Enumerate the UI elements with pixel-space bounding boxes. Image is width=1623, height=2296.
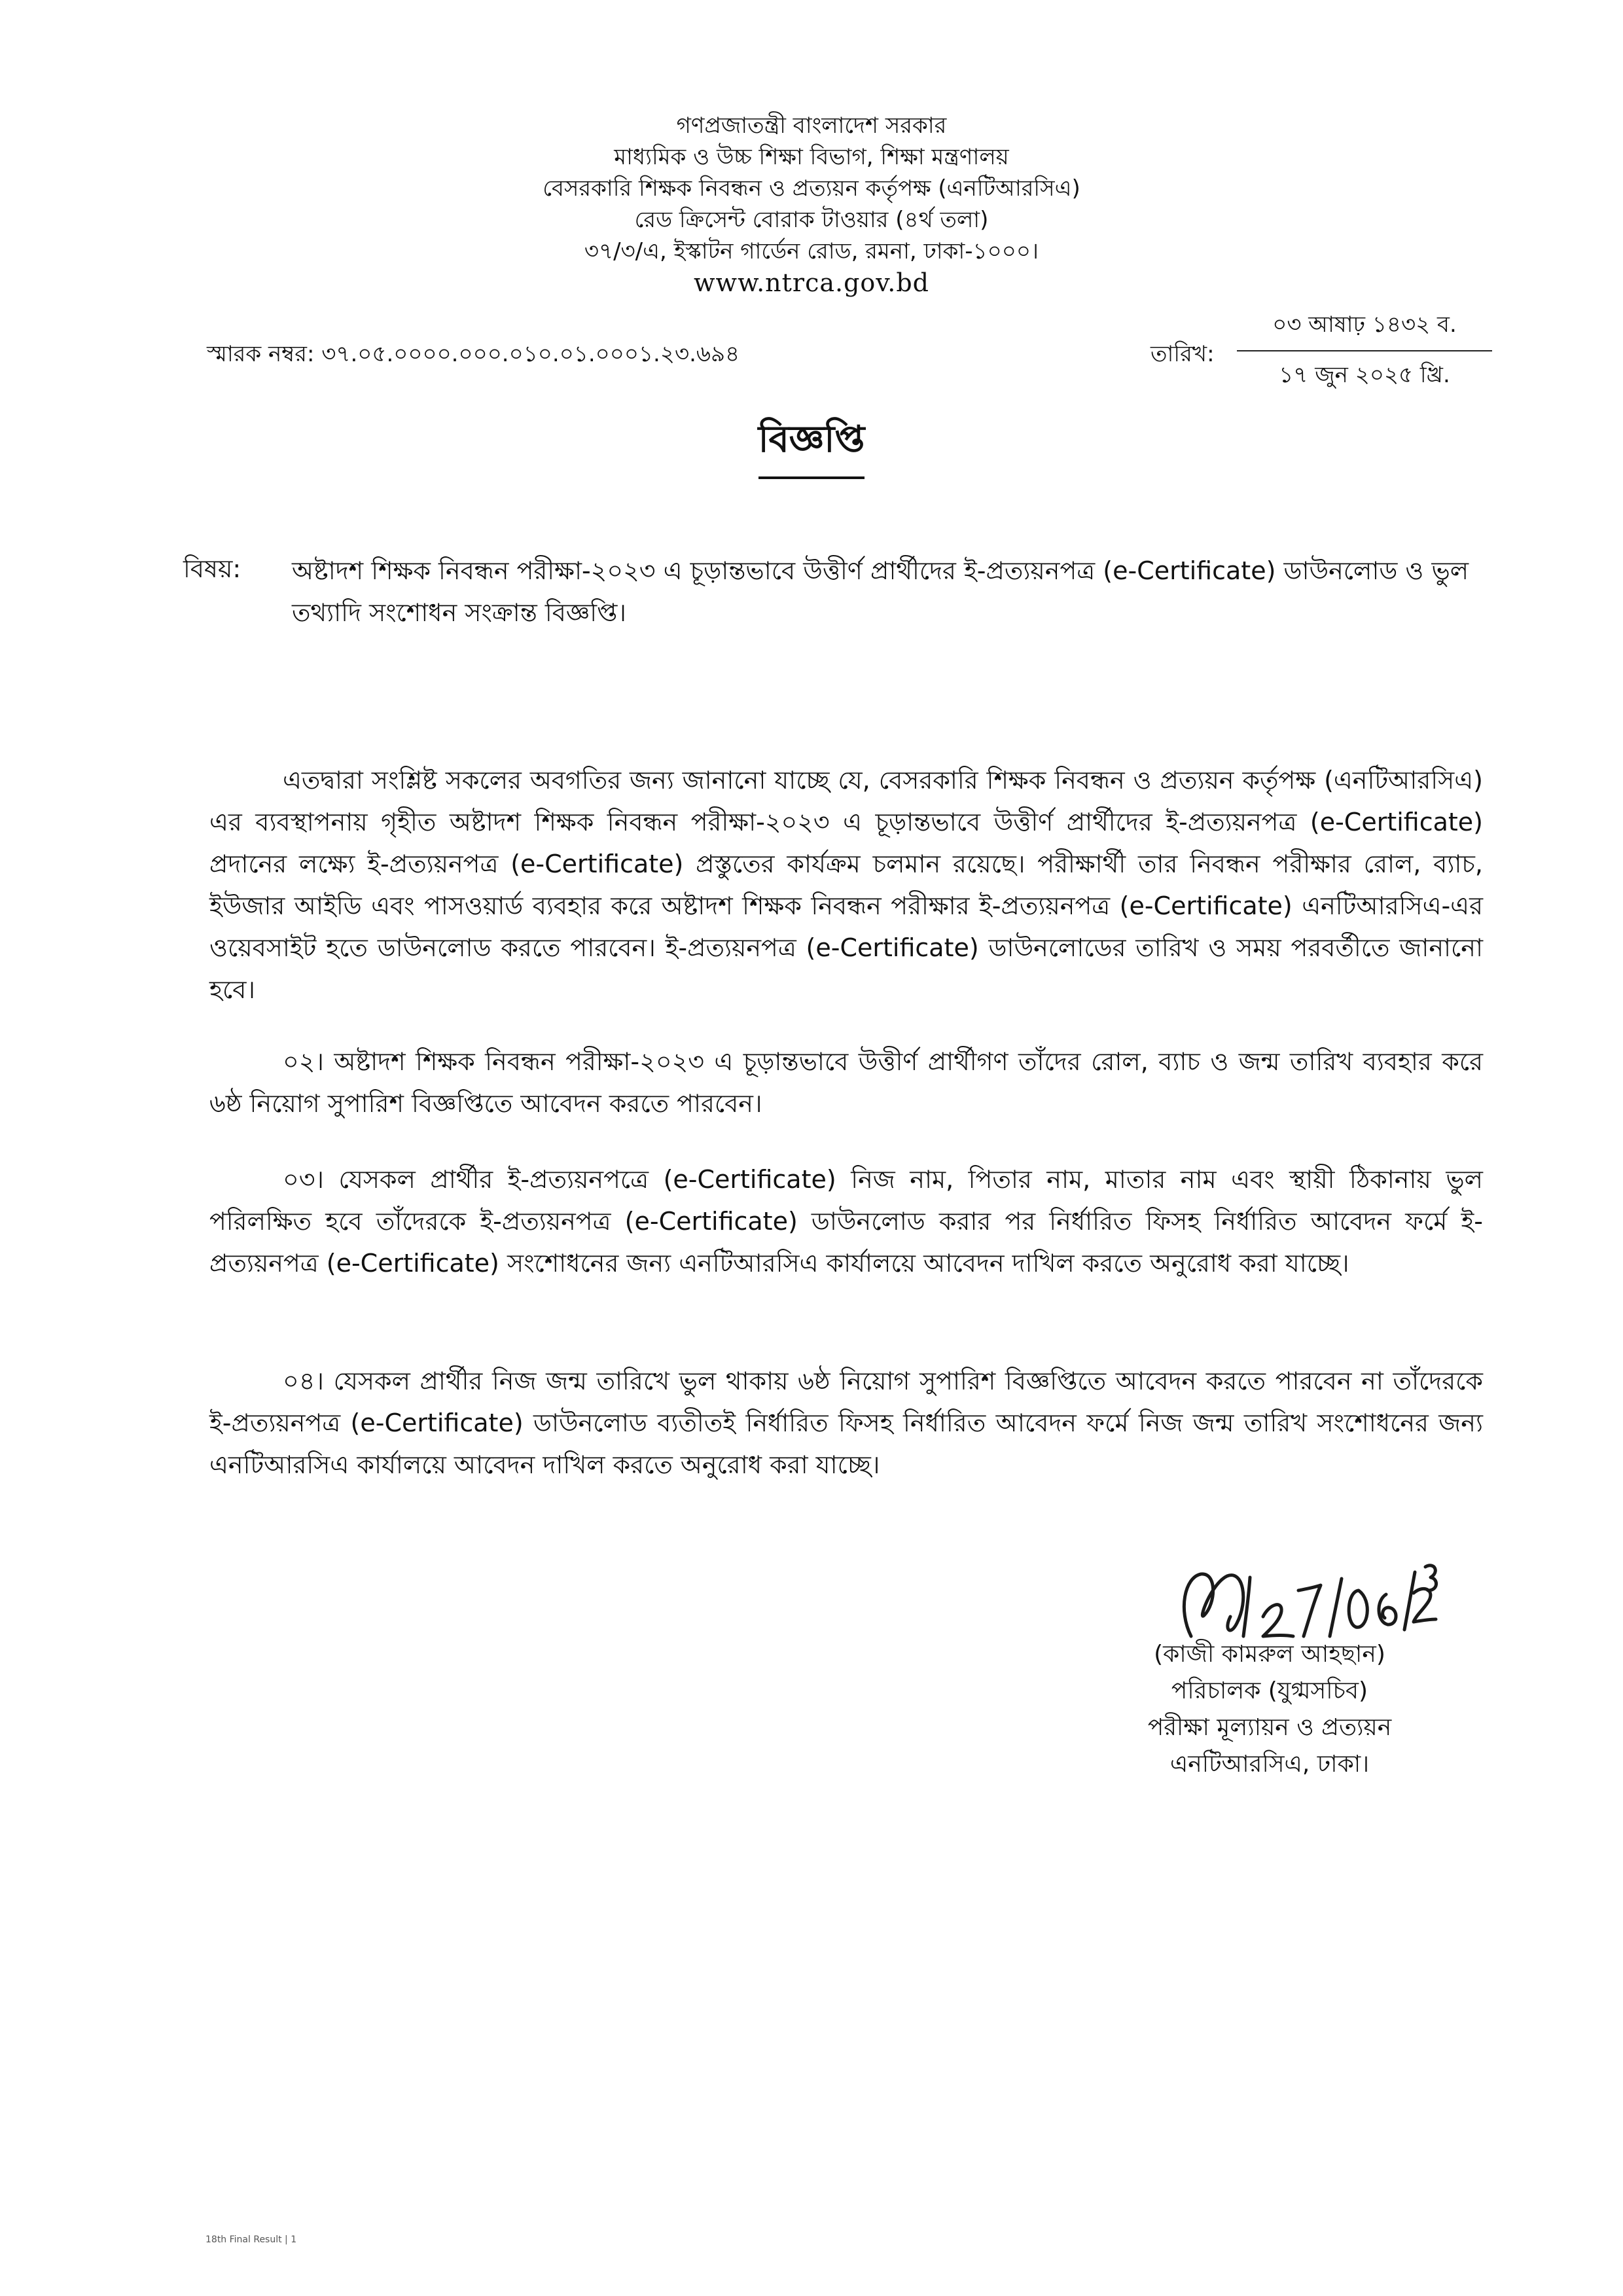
letterhead — [0, 110, 1623, 298]
date-gregorian: ১৭ জুন ২০২৫ খ্রি. — [1279, 362, 1450, 388]
subject-label: বিষয়: — [183, 554, 241, 583]
date-label: তারিখ: — [1150, 341, 1215, 367]
signatory-name: (কাজী কামরুল আহছান) — [1154, 1641, 1385, 1668]
page-footer: 18th Final Result | 1 — [205, 2234, 297, 2245]
signatory-block — [1021, 1636, 1518, 1783]
notice-title-wrapper — [0, 411, 1623, 479]
memo-number: স্মারক নম্বর: ৩৭.০৫.০০০০.০০০.০১০.০১.০০০১.২৩.৬৯৪ — [207, 341, 740, 367]
ministry-division: মাধ্যমিক ও উচ্চ শিক্ষা বিভাগ, শিক্ষা মন্ত্রণালয় — [614, 144, 1009, 170]
body-paragraph-2: ০২। অষ্টাদশ শিক্ষক নিবন্ধন পরীক্ষা-২০২৩ এ চূড়ান্তভাবে উত্তীর্ণ প্রার্থীগণ তাঁদের রোল, ব্যাচ ও জন্ম তারিখ ব্যবহার করে ৬ষ্ঠ নিয়োগ সুপারিশ বিজ্ঞপ্তিতে আবেদন করতে পারবেন। — [209, 1047, 1483, 1118]
notice-title: বিজ্ঞপ্তি — [758, 411, 865, 479]
website-url: www.ntrca.gov.bd — [694, 268, 929, 297]
subject-text: অষ্টাদশ শিক্ষক নিবন্ধন পরীক্ষা-২০২৩ এ চূড়ান্তভাবে উত্তীর্ণ প্রার্থীদের ই-প্রত্যয়নপত্র (e-Certificate) ডাউনলোড ও ভুল তথ্যাদি সংশোধন সংক্রান্ত বিজ্ঞপ্তি। — [292, 556, 1469, 627]
street-address: ৩৭/৩/এ, ইস্কাটন গার্ডেন রোড, রমনা, ঢাকা-১০০০। — [584, 238, 1039, 264]
date-block — [1237, 308, 1492, 395]
body-paragraph-4: ০৪। যেসকল প্রার্থীর নিজ জন্ম তারিখে ভুল থাকায় ৬ষ্ঠ নিয়োগ সুপারিশ বিজ্ঞপ্তিতে আবেদন করতে পারবেন না তাঁদেরকে ই-প্রত্যয়নপত্র (e-Certificate) ডাউনলোড ব্যতীতই নির্ধারিত ফিসহ নির্ধারিত আবেদন ফর্মে নিজ জন্ম তারিখ সংশোধনের জন্য এনটিআরসিএ কার্যালয়ে আবেদন দাখিল করতে অনুরোধ করা যাচ্ছে। — [209, 1367, 1483, 1479]
government-name: গণপ্রজাতন্ত্রী বাংলাদেশ সরকার — [676, 113, 947, 139]
date-bangla: ০৩ আষাঢ় ১৪৩২ ব. — [1237, 308, 1492, 351]
body-paragraph-3: ০৩। যেসকল প্রার্থীর ই-প্রত্যয়নপত্রে (e-Certificate) নিজ নাম, পিতার নাম, মাতার নাম এবং স্থায়ী ঠিকানায় ভুল পরিলক্ষিত হবে তাঁদেরকে ই-প্রত্যয়নপত্র (e-Certificate) ডাউনলোড করার পর নির্ধারিত ফিসহ নির্ধারিত আবেদন ফর্মে ই-প্রত্যয়নপত্র (e-Certificate) সংশোধনের জন্য এনটিআরসিএ কার্যালয়ে আবেদন দাখিল করতে অনুরোধ করা যাচ্ছে। — [209, 1165, 1483, 1278]
authority-name: বেসরকারি শিক্ষক নিবন্ধন ও প্রত্যয়ন কর্তৃপক্ষ (এনটিআরসিএ) — [543, 175, 1080, 202]
signatory-designation: পরিচালক (যুগ্মসচিব) — [1171, 1677, 1368, 1704]
body-paragraph-1: এতদ্বারা সংশ্লিষ্ট সকলের অবগতির জন্য জানানো যাচ্ছে যে, বেসরকারি শিক্ষক নিবন্ধন ও প্রত্যয়ন কর্তৃপক্ষ (এনটিআরসিএ) এর ব্যবস্থাপনায় গৃহীত অষ্টাদশ শিক্ষক নিবন্ধন পরীক্ষা-২০২৩ এ চূড়ান্তভাবে উত্তীর্ণ প্রার্থীদের ই-প্রত্যয়নপত্র (e-Certificate) প্রদানের লক্ষ্যে ই-প্রত্যয়নপত্র (e-Certificate) প্রস্তুতের কার্যক্রম চলমান রয়েছে। পরীক্ষার্থী তার নিবন্ধন পরীক্ষার রোল, ব্যাচ, ইউজার আইডি এবং পাসওয়ার্ড ব্যবহার করে অষ্টাদশ শিক্ষক নিবন্ধন পরীক্ষার ই-প্রত্যয়নপত্র (e-Certificate) এনটিআরসিএ-এর ওয়েবসাইট হতে ডাউনলোড করতে পারবেন। ই-প্রত্যয়নপত্র (e-Certificate) ডাউনলোডের তারিখ ও সময় পরবর্তীতে জানানো হবে। — [209, 766, 1483, 1004]
signatory-department: পরীক্ষা মূল্যায়ন ও প্রত্যয়ন — [1147, 1714, 1392, 1741]
signatory-office: এনটিআরসিএ, ঢাকা। — [1169, 1751, 1370, 1778]
building-address: রেড ক্রিসেন্ট বোরাক টাওয়ার (৪র্থ তলা) — [634, 207, 989, 233]
